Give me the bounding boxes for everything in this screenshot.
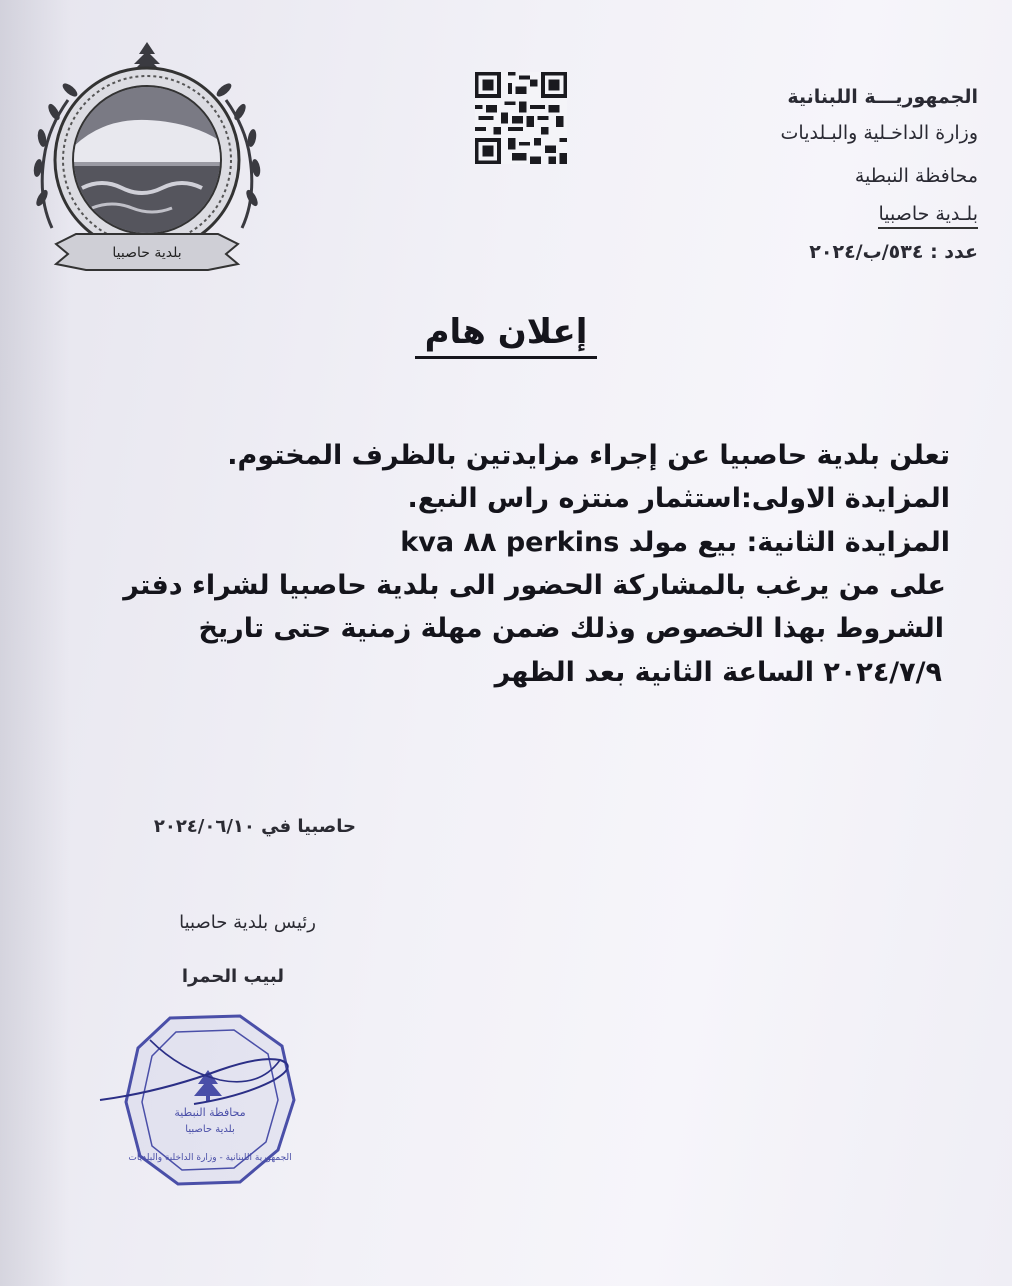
stamp-line-2: بلدية حاصبيا [185,1124,235,1135]
body-line-5: الشروط بهذا الخصوص وذلك ضمن مهلة زمنية حتى تاريخ [198,613,944,644]
signatory-name: لبيب الحمرا [181,966,284,987]
signatory-position: رئيس بلدية حاصبيا [179,912,316,933]
municipality-emblem [22,38,272,288]
header-republic: الجمهوريـــة اللبنانية [787,86,978,108]
body-line-4: على من يرغب بالمشاركة الحضور الى بلدية حاصبيا لشراء دفتر [123,570,946,601]
qr-code [474,72,568,164]
header-municipality: بلـدية حاصبيا [878,203,978,229]
official-stamp [90,1010,330,1190]
emblem-label: بلدية حاصبيا [112,245,182,261]
body-line-1: تعلن بلدية حاصبيا عن إجراء مزايدتين بالظرف المختوم. [227,440,950,471]
body-line-6: ٢٠٢٤/٧/٩ الساعة الثانية بعد الظهر [494,657,942,688]
header-governorate: محافظة النبطية [854,165,978,187]
announcement-title-wrap [0,312,1012,352]
announcement-title: إعلان هام [415,312,598,359]
stamp-ring-text: الجمهورية اللبنانية - وزارة الداخلية والبلديات [128,1153,292,1163]
body-line-3: المزايدة الثانية: بيع مولد perkins ٨٨ kva [400,527,950,558]
stamp-line-1: محافظة النبطية [174,1106,246,1119]
issue-date: حاصبيا في ٢٠٢٤/٠٦/١٠ [153,816,356,837]
header-reference: عدد : ٥٣٤/ب/٢٠٢٤ [809,241,978,263]
body-line-2: المزايدة الاولى:استثمار منتزه راس النبع. [407,483,950,514]
header-ministry: وزارة الداخـلية والبـلديات [780,122,978,144]
